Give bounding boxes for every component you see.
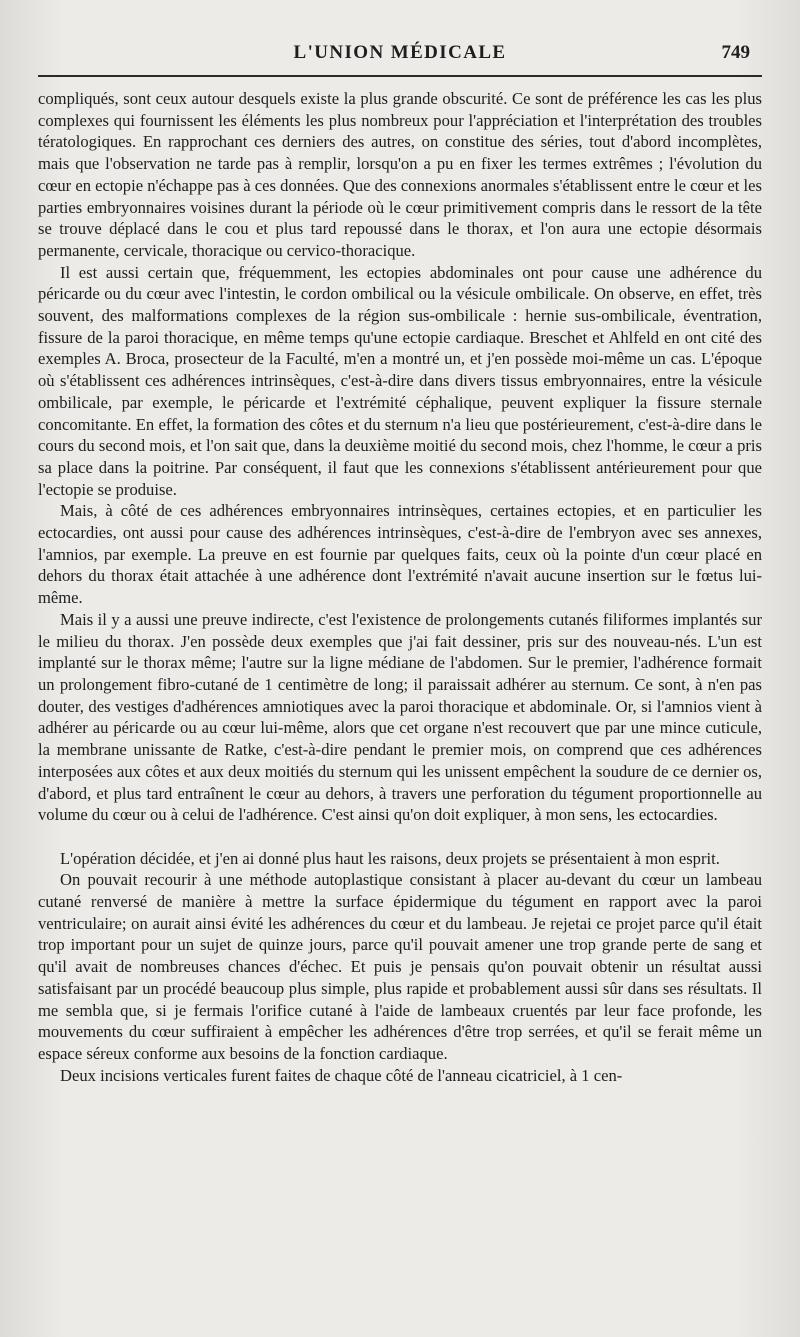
header-rule bbox=[38, 75, 762, 77]
page-header bbox=[38, 38, 762, 74]
paragraph-1: compliqués, sont ceux autour desquels existe la plus grande obscurité. Ce sont de préférence les cas les plus complexes qui fournissent les éléments les plus nombreux pour l'appréciation et l'interprétation des troubles tératologiques. En rapprochant ces derniers des autres, on constitue des séries, tout d'abord incomplètes, mais que l'observation ne tarde pas à remplir, lorsqu'on a pu en fixer les termes extrêmes ; l'évolution du cœur en ectopie n'échappe pas à ces données. Que des connexions anormales s'établissent entre le cœur et les parties embryonnaires voisines durant la période où le cœur primitivement compris dans le ressort de la tête se trouve déplacé dans le cou et plus tard repoussé dans le thorax, et l'on aura une ectopie désormais permanente, cervicale, thoracique ou cervico-thoracique. bbox=[38, 89, 762, 260]
paragraph-6: On pouvait recourir à une méthode autoplastique consistant à placer au-devant du cœur un lambeau cutané renversé de manière à mettre la surface épidermique du tégument en rapport avec la paroi ventriculaire; on aurait ainsi évité les adhérences du cœur et du lambeau. Je rejetai ce projet parce qu'il était trop important pour un sujet de quinze jours, parce qu'il pouvait amener une trop grande perte de sang et qu'il avait de nombreuses chances d'échec. Et puis je pensais qu'on pouvait obtenir un résultat aussi satisfaisant par un procédé beaucoup plus simple, plus rapide et probablement aussi sûr dans ses résultats. Il me sembla que, si je fermais l'orifice cutané à l'aide de lambeaux cruentés par leur face profonde, les mouvements du cœur suffiraient à empêcher les adhérences d'être trop serrées, et qu'il se ferait même un espace séreux conforme aux besoins de la fonction cardiaque. bbox=[38, 870, 762, 1063]
article-body bbox=[38, 88, 762, 1086]
paragraph-4: Mais il y a aussi une preuve indirecte, c'est l'existence de prolongements cutanés filiformes implantés sur le milieu du thorax. J'en possède deux exemples que j'ai fait dessiner, pris sur des nouveau-nés. L'un est implanté sur le thorax même; l'autre sur la ligne médiane de l'abdomen. Sur le premier, l'adhérence formait un prolongement fibro-cutané de 1 centimètre de long; il paraissait adhérer au sternum. Ce sont, à n'en pas douter, des vestiges d'adhérences amniotiques avec la paroi thoracique et abdominale. Or, si l'amnios vient à adhérer au péricarde ou au cœur lui-même, alors que cet organe n'est recouvert que par une mince cuticule, la membrane unissante de Ratke, c'est-à-dire pendant le premier mois, on comprend que ces adhérences interposées aux côtes et aux deux moitiés du sternum qui les unissent empêchent la soudure de ce dernier os, d'abord, et plus tard entraînent le cœur au dehors, à travers une perforation du tégument proportionnelle au volume du cœur ou à celui de l'adhérence. C'est ainsi qu'on doit expliquer, à mon sens, les ectocardies. bbox=[38, 609, 762, 825]
running-title: L'UNION MÉDICALE bbox=[293, 42, 507, 63]
page-number: 749 bbox=[721, 42, 750, 63]
paragraph-2: Il est aussi certain que, fréquemment, les ectopies abdominales ont pour cause une adhérence du péricarde ou du cœur avec l'intestin, le cordon ombilical ou la vésicule ombilicale. On observe, en effet, très souvent, des malformations complexes de la région sus-ombilicale : hernie sus-ombilicale, éventration, fissure de la paroi thoracique, en même temps qu'une ectopie cardiaque. Breschet et Ahlfeld en ont cité des exemples A. Broca, prosecteur de la Faculté, m'en a montré un, et j'en possède moi-même un cas. L'époque où s'établissent ces adhérences intrinsèques, c'est-à-dire dans divers tissus embryonnaires, entre la vésicule ombilicale, par exemple, le péricarde et l'extrémité céphalique, peuvent expliquer la fissure sternale concomitante. En effet, la formation des côtes et du sternum n'a lieu que postérieurement, c'est-à-dire dans le cours du second mois, et l'on sait que, dans la deuxième moitié du second mois, chez l'homme, le cœur a pris sa place dans la poitrine. Par conséquent, il faut que les connexions s'établissent antérieurement pour que l'ectopie se produise. bbox=[38, 262, 762, 499]
paragraph-7: Deux incisions verticales furent faites de chaque côté de l'anneau cicatriciel, à 1 cen- bbox=[60, 1065, 623, 1085]
paragraph-5: L'opération décidée, et j'en ai donné plus haut les raisons, deux projets se présentaient à mon esprit. bbox=[60, 848, 720, 868]
paragraph-3: Mais, à côté de ces adhérences embryonnaires intrinsèques, certaines ectopies, et en particulier les ectocardies, ont aussi pour cause des adhérences intrinsèques, c'est-à-dire de l'embryon avec ses annexes, l'amnios, par exemple. La preuve en est fournie par quelques faits, ceux où la pointe d'un cœur placé en dehors du thorax était attachée à une adhérence dont l'extrémité n'avait aucune insertion sur le fœtus lui-même. bbox=[38, 501, 762, 608]
